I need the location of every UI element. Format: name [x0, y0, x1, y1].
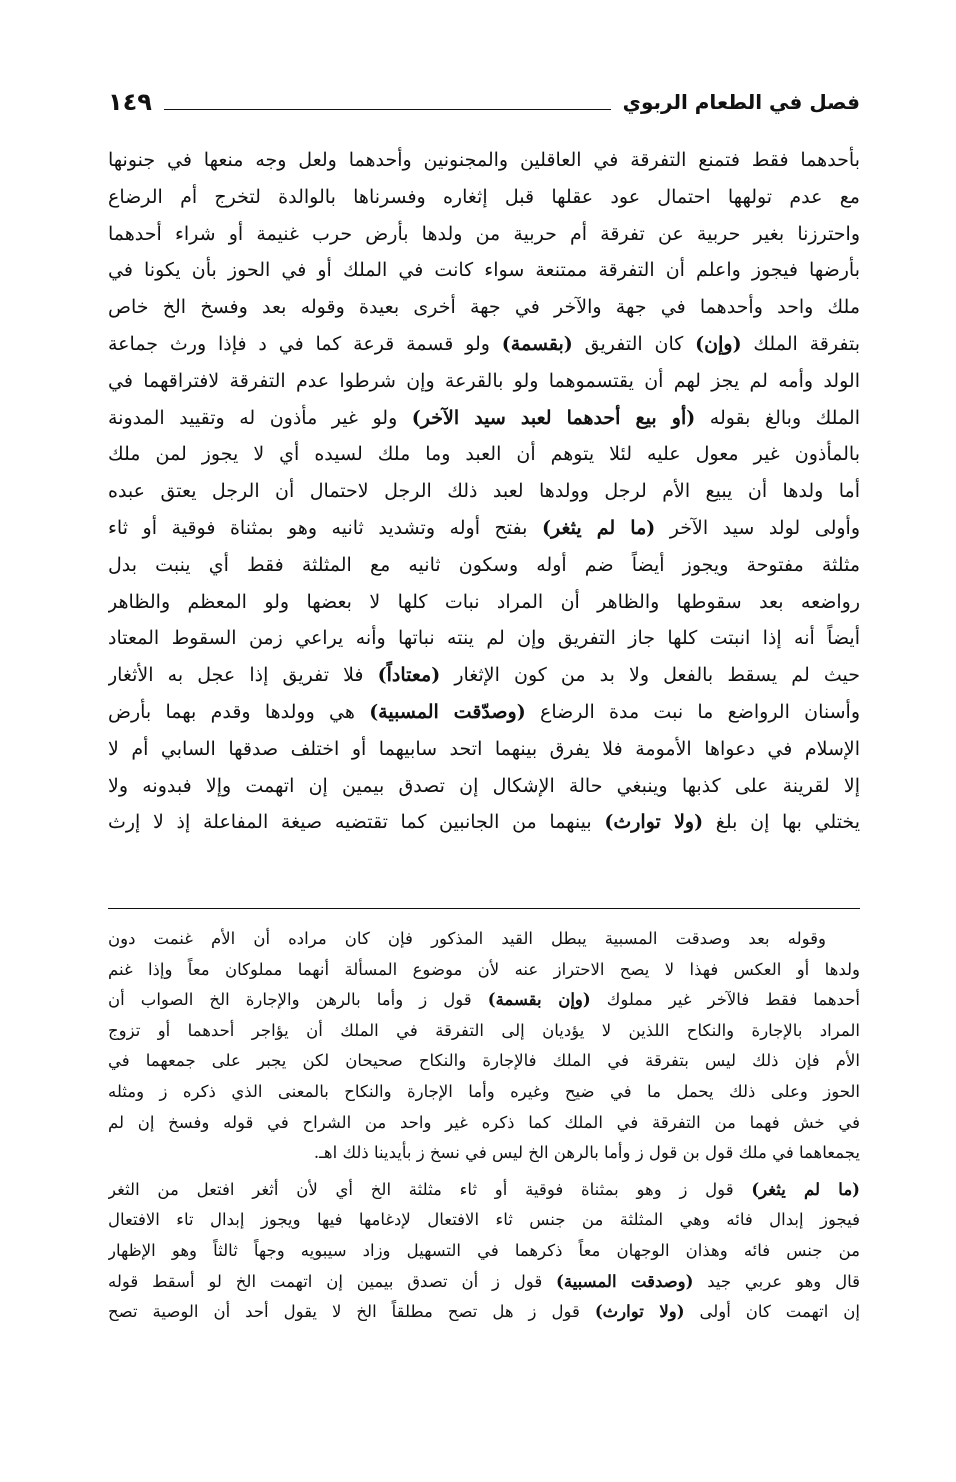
main-line: مثلثة مفتوحة ويجوز أيضاً ضم أوله وسكون ثانيه مع المثلثة فقط أي ينبت بدل — [108, 553, 860, 576]
main-line: حيث لم يسقط بالفعل ولا بد من كون الإثغار (معتاداً) فلا تفريق إذا عجل به الأثغار — [108, 664, 860, 687]
footnote-line: المراد بالإجارة والنكاح اللذين لا يؤديان إلى التفرقة في الملك أن يؤاجر أحدهما أو تزوج — [108, 1020, 860, 1040]
footnote-line: (ما لم يثغر) قول ز وهو بمثناة فوقية أو ثاء مثلثة الخ أي لأن أثغر افتعل من الثغر — [108, 1179, 860, 1199]
main-line: بأحدهما فقط فتمنع التفرقة في العاقلين والمجنونين وأحدهما ولعل وجه منعها في جنونها — [108, 149, 860, 171]
main-line: أيضاً أنه إذا انبتت كلها جاز التفريق وإن لم ينته نباتها وأنه يراعي زمن السقوط المعتاد — [108, 627, 860, 650]
footnote-line: إن اتهمت كان أولى (ولا توارث) قول ز هل تصح مطلقاً الخ لا يقول أحد أن الوصية تصح — [108, 1302, 860, 1322]
footnote-line: من جنس فائه وهذان الوجهان معاً ذكرهما في التسهيل وزاد سيبويه وجهاً ثالثاً وهو الإظهار — [108, 1240, 860, 1260]
main-line: ملك واحد وأحدهما في جهة والآخر في جهة أخرى بعيدة وقوله بعد وفسخ الخ خاص — [108, 296, 860, 319]
footnote-line: وقوله بعد وصدقت المسبية يبطل القيد المذكور فإن كان مراده أن الأم غنمت دون — [108, 929, 826, 948]
footnote-block-2 — [108, 1175, 860, 1328]
footnote-separator — [108, 908, 860, 909]
main-text — [108, 142, 860, 841]
page-number: ١٤٩ — [108, 88, 152, 116]
main-line: وأولى لولد سيد الآخر (ما لم يثغر) بفتح أوله وتشديد ثانيه وهو بمثناة فوقية أو ثاء — [108, 516, 860, 539]
main-line: بأرضها فيجوز واعلم أن التفرقة ممتنعة سواء كانت في الملك أو في الحوز بأن يكونا في — [108, 259, 860, 282]
main-line: الولد وأمه لم يجز لهم أن يقتسموهما ولو بالقرعة وإن شرطوا عدم التفرقة لافتراقهما في — [108, 369, 860, 392]
main-line: مع عدم تولهها احتمال عود عقلها قبل إثغاره وفسرناها بالوالدة لتخرج أم الرضاع — [108, 185, 860, 208]
page-header — [108, 80, 860, 124]
main-line: الملك وبالغ بقوله (أو بيع أحدهما لعبد سيد الآخر) ولو غير مأذون له وتقييد المدونة — [108, 406, 860, 429]
footnote-block-1 — [108, 924, 860, 1169]
footnote-line: الأم فإن ذلك ليس بتفرقة في الملك فالإجارة والنكاح صحيحان لكن يجبر على جمعهما في — [108, 1051, 860, 1071]
main-line: بتفرقة الملك (وإن) كان التفريق (بقسمة) ولو قسمة قرعة كما في د فإذا ورث جماعة — [108, 332, 860, 355]
main-line: واحترزنا بغير حربية عن تفرقة أم حربية من ولدها بأرض حرب غنيمة أو شراء أحدهما — [108, 222, 860, 245]
footnote-line: في خش فهما من التفرقة في الملك كما ذكره غير واحد من الشراح في قوله وفسخ إن لم — [108, 1112, 860, 1132]
main-line: رواضعه بعد سقوطها والظاهر أن المراد نبات كلها لا بعضها ولو المعظم والظاهر — [108, 590, 860, 613]
main-line: أما ولدها أن يبيع الأم لرجل وولدها لعبد ذلك الرجل لاحتمال أن الرجل يعتق عبده — [108, 480, 860, 503]
footnote-line: قال وهو عربي جيد (وصدقت المسبية) قول ز أن تصدق بيمين إن اتهمت الخ لو أسقط قوله — [108, 1271, 860, 1291]
running-title: فصل في الطعام الربوي — [622, 90, 860, 114]
footnote-line: أحدهما فقط فالآخر غير مملوك (وإن بقسمة) قول ز وأما بالرهن والإجارة الخ الصواب أن — [108, 990, 860, 1010]
main-line: وأسنان الرواضع ما نبت مدة الرضاع (وصدّقت المسبية) هي وولدها وقدم بهما بأرض — [108, 700, 860, 723]
header-rule — [164, 109, 611, 110]
main-line: يختلي بها إن بلغ (ولا توارث) بينهما من الجانبين كما تقتضيه صيغة المفاعلة إذ لا إرث — [108, 811, 860, 834]
footnote-line: فيجوز إبدال فائه وهي المثلثة من جنس ثاء الافتعال لإدغامها فيها ويجوز إبدال تاء الافتعال — [108, 1210, 860, 1230]
footnotes — [108, 924, 860, 1334]
footnote-line: يجمعاهما في ملك قول بن قول ز وأما بالرهن الخ ليس في نسخ ز بأيدينا ذلك اهـ. — [313, 1143, 860, 1163]
footnote-line: ولدها أو العكس فهذا لا يصح الاحتراز عنه لأن موضوع المسألة أنهما مملوكان معاً وإذا غنم — [108, 959, 860, 979]
main-line: إلا لقرينة على كذبها وينبغي حالة الإشكال إن تصدق بيمين إن اتهمت وإلا فبدونه ولا — [108, 774, 860, 797]
main-line: الإسلام في دعواها الأمومة فلا يفرق بينهما اتحد سابيهما أو اختلف صدقها السابي أم لا — [108, 737, 860, 760]
footnote-line: الحوز وعلى ذلك يحمل ما في ضيح وغيره وأما الإجارة والنكاح بالمعنى الذي ذكره ز ومثله — [108, 1081, 860, 1101]
main-line: بالمأذون غير معول عليه لئلا يتوهم أن العبد وما ملك لسيده أي لا يجوز لمن ملك — [108, 443, 860, 466]
